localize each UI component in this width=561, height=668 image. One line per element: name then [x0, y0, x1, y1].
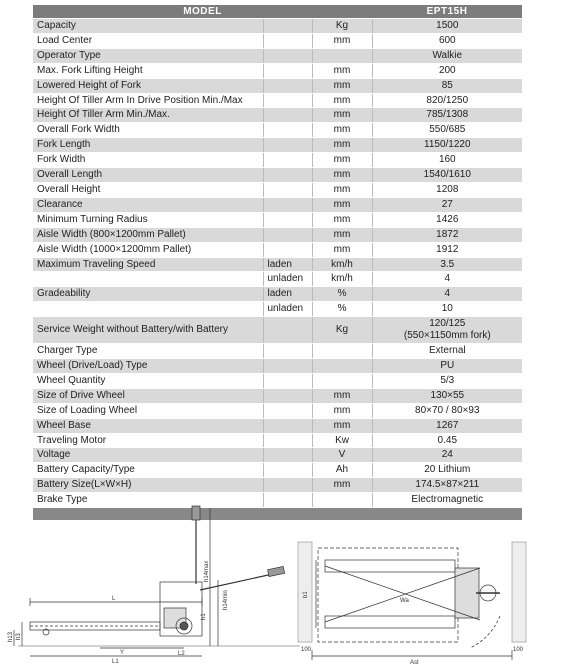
spec-unit: mm — [312, 388, 372, 403]
spec-label: Size of Drive Wheel — [33, 388, 263, 403]
dim-h14max: h14max — [204, 560, 210, 582]
spec-unit — [312, 48, 372, 63]
spec-label — [33, 302, 263, 317]
dim-Wa: Wa — [400, 598, 409, 604]
specification-table — [33, 5, 522, 521]
spec-value: 5/3 — [372, 373, 522, 388]
spec-value-line2: (550×1150mm fork) — [403, 330, 491, 342]
spec-value: Walkie — [372, 48, 522, 63]
spec-label: Gradeability — [33, 287, 263, 302]
spec-value: External — [372, 344, 522, 359]
spec-value: 27 — [372, 197, 522, 212]
spec-sub — [263, 373, 312, 388]
table-row — [33, 19, 522, 34]
spec-unit: mm — [312, 478, 372, 493]
dim-L1: L1 — [112, 659, 119, 665]
dim-h1: h1 — [201, 613, 207, 620]
table-row — [33, 359, 522, 374]
model-label: MODEL — [33, 5, 372, 19]
spec-unit: km/h — [312, 272, 372, 287]
table-header-row — [33, 5, 522, 19]
table-row — [33, 302, 522, 317]
spec-sub — [263, 168, 312, 183]
table-row — [33, 108, 522, 123]
spec-sub — [263, 227, 312, 242]
spec-label: Battery Size(L×W×H) — [33, 478, 263, 493]
spec-unit: mm — [312, 197, 372, 212]
table-row — [33, 478, 522, 493]
spec-label: Minimum Turning Radius — [33, 212, 263, 227]
spec-unit: mm — [312, 78, 372, 93]
spec-label: Wheel Quantity — [33, 373, 263, 388]
dim-L2: L2 — [178, 651, 185, 657]
spec-unit: mm — [312, 138, 372, 153]
spec-value — [372, 317, 522, 344]
fork-left — [325, 560, 455, 572]
spec-value: 80×70 / 80×93 — [372, 403, 522, 418]
table-row — [33, 463, 522, 478]
spec-sub — [263, 123, 312, 138]
spec-label: Maximum Traveling Speed — [33, 257, 263, 272]
side-view-drawing — [14, 506, 300, 656]
spec-unit — [312, 373, 372, 388]
spec-label: Load Center — [33, 33, 263, 48]
spec-sub: laden — [263, 257, 312, 272]
spec-value: 1540/1610 — [372, 168, 522, 183]
dim-L: L — [112, 596, 116, 602]
table-row — [33, 138, 522, 153]
spec-label: Aisle Width (1000×1200mm Pallet) — [33, 242, 263, 257]
spec-value: 820/1250 — [372, 93, 522, 108]
spec-label: Voltage — [33, 448, 263, 463]
spec-unit: mm — [312, 242, 372, 257]
table-row — [33, 63, 522, 78]
spec-unit: mm — [312, 63, 372, 78]
spec-unit: mm — [312, 403, 372, 418]
spec-unit: mm — [312, 108, 372, 123]
spec-value: 24 — [372, 448, 522, 463]
spec-sub — [263, 433, 312, 448]
table-row — [33, 388, 522, 403]
spec-value: 4 — [372, 287, 522, 302]
spec-unit: % — [312, 287, 372, 302]
spec-label: Traveling Motor — [33, 433, 263, 448]
spec-label: Max. Fork Lifting Height — [33, 63, 263, 78]
dim-h13: h13 — [8, 631, 14, 642]
table-row — [33, 197, 522, 212]
spec-label: Wheel (Drive/Load) Type — [33, 359, 263, 374]
dim-b1: b1 — [303, 591, 309, 598]
spec-label: Charger Type — [33, 344, 263, 359]
spec-label: Aisle Width (800×1200mm Pallet) — [33, 227, 263, 242]
spec-unit: mm — [312, 168, 372, 183]
spec-label: Capacity — [33, 19, 263, 34]
dim-Y: Y — [120, 650, 125, 656]
spec-value-line1: 120/125 — [429, 318, 466, 330]
spec-value: 4 — [372, 272, 522, 287]
spec-unit — [312, 359, 372, 374]
spec-sub — [263, 182, 312, 197]
spec-label: Size of Loading Wheel — [33, 403, 263, 418]
spec-sub — [263, 418, 312, 433]
spec-unit: Ah — [312, 463, 372, 478]
spec-unit: mm — [312, 123, 372, 138]
spec-sub — [263, 463, 312, 478]
table-row — [33, 227, 522, 242]
spec-value: Electromagnetic — [372, 493, 522, 508]
spec-value: 130×55 — [372, 388, 522, 403]
spec-value: 1267 — [372, 418, 522, 433]
table-row — [33, 287, 522, 302]
spec-label: Overall Height — [33, 182, 263, 197]
dim-100-left: 100 — [301, 647, 312, 653]
truck-dimension-drawings — [0, 498, 561, 668]
table-row — [33, 242, 522, 257]
spec-label: Lowered Height of Fork — [33, 78, 263, 93]
spec-value: 1912 — [372, 242, 522, 257]
spec-sub — [263, 78, 312, 93]
table-row — [33, 433, 522, 448]
spec-unit: % — [312, 302, 372, 317]
spec-value: 85 — [372, 78, 522, 93]
spec-value: 1208 — [372, 182, 522, 197]
spec-sub — [263, 93, 312, 108]
spec-label: Operator Type — [33, 48, 263, 63]
table-row — [33, 78, 522, 93]
table-row — [33, 93, 522, 108]
table-row — [33, 153, 522, 168]
spec-unit: V — [312, 448, 372, 463]
spec-unit: mm — [312, 418, 372, 433]
spec-label: Overall Fork Width — [33, 123, 263, 138]
spec-value: 174.5×87×211 — [372, 478, 522, 493]
spec-label: Brake Type — [33, 493, 263, 508]
spec-sub — [263, 138, 312, 153]
table-row — [33, 48, 522, 63]
top-view-drawing — [298, 542, 526, 660]
spec-sub: unladen — [263, 302, 312, 317]
spec-sub: unladen — [263, 272, 312, 287]
spec-unit: mm — [312, 182, 372, 197]
dim-Ast: Ast — [410, 660, 419, 666]
table-row — [33, 123, 522, 138]
spec-sub — [263, 48, 312, 63]
spec-sub — [263, 317, 312, 344]
spec-value: PU — [372, 359, 522, 374]
spec-sub — [263, 388, 312, 403]
spec-sub — [263, 197, 312, 212]
table-row — [33, 257, 522, 272]
spec-value: 20 Lithium — [372, 463, 522, 478]
spec-unit: Kg — [312, 19, 372, 34]
dim-h3: h3 — [16, 633, 22, 640]
spec-unit: mm — [312, 212, 372, 227]
spec-sub — [263, 448, 312, 463]
spec-unit: mm — [312, 93, 372, 108]
spec-sub — [263, 242, 312, 257]
dim-100-right: 100 — [513, 647, 524, 653]
spec-sub — [263, 153, 312, 168]
spec-sub — [263, 212, 312, 227]
spec-sub: laden — [263, 287, 312, 302]
table-row — [33, 272, 522, 287]
spec-value: 160 — [372, 153, 522, 168]
spec-value: 0.45 — [372, 433, 522, 448]
spec-value: 3.5 — [372, 257, 522, 272]
spec-label: Overall Length — [33, 168, 263, 183]
spec-unit: Kg — [312, 317, 372, 344]
spec-sub — [263, 33, 312, 48]
table-row — [33, 33, 522, 48]
table-row — [33, 373, 522, 388]
spec-label: Height Of Tiller Arm In Drive Position Min./Max — [33, 93, 263, 108]
spec-unit — [312, 344, 372, 359]
spec-label: Fork Length — [33, 138, 263, 153]
spec-value: 10 — [372, 302, 522, 317]
spec-label: Clearance — [33, 197, 263, 212]
spec-label: Fork Width — [33, 153, 263, 168]
spec-unit: km/h — [312, 257, 372, 272]
spec-value: 1150/1220 — [372, 138, 522, 153]
table-row — [33, 212, 522, 227]
spec-value: 200 — [372, 63, 522, 78]
aisle-wall-right — [512, 542, 526, 642]
spec-label — [33, 272, 263, 287]
spec-sub — [263, 108, 312, 123]
spec-value: 1872 — [372, 227, 522, 242]
spec-sub — [263, 403, 312, 418]
table-row — [33, 182, 522, 197]
spec-label: Wheel Base — [33, 418, 263, 433]
spec-value: 1500 — [372, 19, 522, 34]
model-value: EPT15H — [372, 5, 522, 19]
spec-unit: mm — [312, 227, 372, 242]
spec-sub — [263, 19, 312, 34]
spec-unit: mm — [312, 153, 372, 168]
spec-value: 785/1308 — [372, 108, 522, 123]
table-row — [33, 317, 522, 344]
table-row — [33, 448, 522, 463]
spec-unit: Kw — [312, 433, 372, 448]
dim-h14min: h14min — [223, 590, 229, 610]
spec-label: Height Of Tiller Arm Min./Max. — [33, 108, 263, 123]
spec-value: 550/685 — [372, 123, 522, 138]
spec-unit: mm — [312, 33, 372, 48]
spec-value: 600 — [372, 33, 522, 48]
spec-label: Service Weight without Battery/with Battery — [33, 317, 263, 344]
spec-value: 1426 — [372, 212, 522, 227]
spec-sub — [263, 344, 312, 359]
table-row — [33, 403, 522, 418]
table-row — [33, 418, 522, 433]
fork-right — [325, 616, 455, 628]
spec-sub — [263, 478, 312, 493]
spec-sub — [263, 359, 312, 374]
spec-sub — [263, 63, 312, 78]
spec-label: Battery Capacity/Type — [33, 463, 263, 478]
table-row — [33, 344, 522, 359]
table-row — [33, 168, 522, 183]
